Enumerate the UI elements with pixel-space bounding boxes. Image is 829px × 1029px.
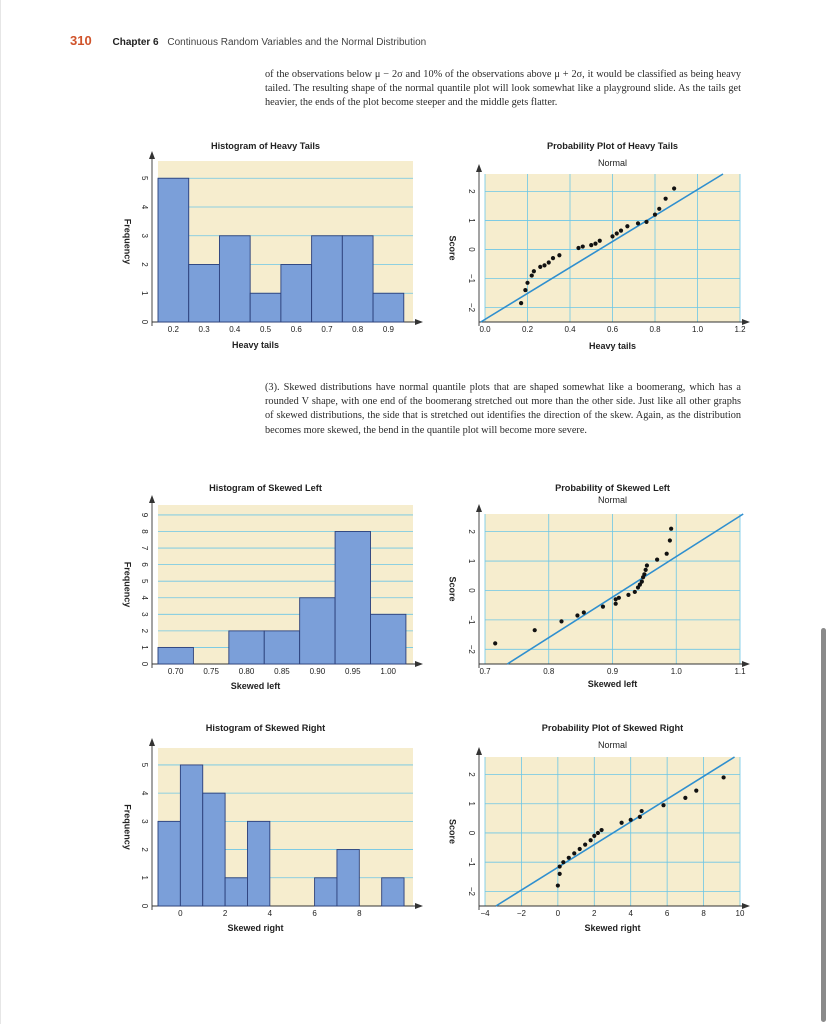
data-point: [633, 590, 637, 594]
chapter-label: Chapter 6: [112, 37, 159, 48]
data-point: [664, 197, 668, 201]
bar: [335, 532, 370, 665]
y-axis-label: Frequency: [122, 561, 133, 608]
y-tick-label: 4: [139, 204, 149, 210]
y-tick-label: 1: [466, 801, 476, 806]
chart-subtitle: Normal: [597, 740, 628, 750]
data-point: [626, 593, 630, 597]
x-tick-label: 8: [357, 909, 362, 918]
data-point: [661, 803, 665, 807]
data-point: [596, 831, 600, 835]
x-tick-label: −4: [480, 909, 490, 918]
data-point: [694, 788, 698, 792]
data-point: [567, 856, 571, 860]
data-point: [572, 851, 576, 855]
y-axis-label: Frequency: [122, 218, 133, 265]
x-axis-label: Heavy tails: [588, 341, 637, 351]
y-tick-label: 8: [139, 529, 149, 534]
y-tick-label: 0: [466, 247, 476, 252]
bar: [315, 878, 337, 906]
chart-subtitle: Normal: [597, 158, 628, 168]
x-tick-label: 0.6: [290, 325, 302, 334]
y-tick-label: 1: [139, 291, 149, 296]
chart-6: [448, 723, 750, 933]
y-axis-arrow: [476, 747, 482, 755]
chart-title: Histogram of Skewed Right: [205, 723, 326, 733]
data-point: [642, 572, 646, 576]
data-point: [668, 538, 672, 542]
x-axis-label: Skewed left: [230, 681, 281, 691]
y-tick-label: −1: [466, 615, 476, 625]
x-tick-label: 0.85: [274, 667, 290, 676]
skewed-paragraph: (3). Skewed distributions have normal quantile plots that are shaped somewhat like a boomerang, which has a rounded V shape, with one end of the boomerang stretched out more than the other side. Just like all other graphs of skewed distributions, the side that is stretched out identifies the direction of the skew. Again, as the distribution becomes more skewed, the bend in the quantile plot will become more severe.: [265, 382, 741, 436]
data-point: [575, 613, 579, 617]
y-tick-label: 7: [139, 545, 149, 551]
y-tick-label: 2: [139, 628, 149, 634]
x-axis-label: Skewed left: [587, 679, 638, 689]
x-tick-label: 1.2: [734, 325, 746, 334]
data-point: [640, 809, 644, 813]
data-point: [593, 242, 597, 246]
data-point: [533, 628, 537, 632]
y-tick-label: 1: [466, 218, 476, 223]
chart-title: Probability of Skewed Left: [555, 483, 670, 493]
data-point: [610, 234, 614, 238]
intro-paragraph: of the observations below μ − 2σ and 10% of the observations above μ + 2σ, it would be classified as being heavy tailed. The resulting shape of the normal quantile plot will look somewhat like a playground slide. As the tails get heavier, the ends of the plot become steeper and the middle gets flatter.: [265, 69, 741, 109]
data-point: [629, 818, 633, 822]
y-axis-label: Score: [447, 235, 458, 261]
data-point: [523, 288, 527, 292]
bar: [371, 614, 406, 664]
chart-title: Histogram of Heavy Tails: [210, 141, 321, 151]
data-point: [655, 557, 659, 561]
y-tick-label: 6: [139, 562, 149, 567]
bar: [158, 821, 180, 906]
x-axis-arrow: [415, 319, 423, 325]
bar: [312, 236, 343, 322]
chart-subtitle: Normal: [597, 495, 628, 505]
y-tick-label: 2: [466, 529, 476, 534]
y-tick-label: −2: [466, 886, 476, 896]
x-tick-label: 2: [222, 909, 228, 918]
data-point: [542, 263, 546, 267]
data-point: [645, 563, 649, 567]
x-tick-label: 0.90: [309, 667, 326, 676]
bar: [189, 265, 220, 323]
bar: [300, 598, 335, 664]
x-axis-label: Heavy tails: [231, 340, 280, 350]
y-tick-label: 4: [139, 790, 149, 796]
y-tick-label: 3: [139, 233, 149, 238]
bar: [158, 178, 189, 322]
data-point: [722, 775, 726, 779]
data-point: [538, 265, 542, 269]
y-tick-label: −2: [466, 644, 476, 654]
data-point: [601, 605, 605, 609]
x-tick-label: 0.70: [167, 667, 184, 676]
x-tick-label: 0.9: [382, 325, 394, 334]
data-point: [614, 602, 618, 606]
x-tick-label: 1.0: [670, 667, 682, 676]
data-point: [620, 821, 624, 825]
y-tick-label: 5: [139, 762, 149, 768]
x-tick-label: 0.80: [238, 667, 255, 676]
y-axis-arrow: [149, 151, 155, 159]
data-point: [644, 220, 648, 224]
bar: [219, 236, 250, 322]
y-tick-label: 5: [139, 578, 149, 584]
data-point: [530, 273, 534, 277]
x-tick-label: 0.3: [198, 325, 210, 334]
y-tick-label: −1: [466, 857, 476, 867]
data-point: [556, 883, 560, 887]
bar: [382, 878, 404, 906]
bar: [158, 647, 193, 664]
x-tick-label: 0.9: [606, 667, 619, 676]
bar: [281, 265, 312, 323]
x-tick-label: −2: [516, 909, 526, 918]
data-point: [578, 847, 582, 851]
x-tick-label: 0.6: [606, 325, 619, 334]
x-tick-label: 0.8: [543, 667, 555, 676]
y-tick-label: 0: [139, 319, 149, 325]
x-tick-label: 1.1: [734, 667, 746, 676]
y-tick-label: 2: [466, 772, 476, 777]
x-tick-label: 1.00: [380, 667, 396, 676]
data-point: [617, 596, 621, 600]
x-tick-label: 0.0: [479, 325, 491, 334]
chart-2: [448, 141, 750, 351]
x-tick-label: 0.7: [479, 667, 491, 676]
y-tick-label: 2: [139, 847, 149, 852]
data-point: [559, 619, 563, 623]
data-point: [581, 244, 585, 248]
x-tick-label: 0.95: [345, 667, 361, 676]
chart-5: [123, 723, 423, 933]
data-point: [683, 796, 687, 800]
plot-area: [485, 757, 740, 906]
y-axis-arrow: [149, 738, 155, 746]
bar: [180, 765, 202, 906]
data-point: [561, 860, 565, 864]
data-point: [589, 838, 593, 842]
data-point: [665, 552, 669, 556]
x-tick-label: 6: [664, 909, 670, 918]
x-tick-label: 1.0: [691, 325, 704, 334]
x-axis-label: Skewed right: [584, 923, 641, 933]
x-tick-label: 0.5: [259, 325, 272, 334]
chart-title: Histogram of Skewed Left: [209, 483, 322, 493]
y-axis-label: Score: [447, 818, 458, 845]
x-tick-label: 0.8: [649, 325, 661, 334]
y-axis-label: Score: [447, 576, 458, 602]
bar: [247, 821, 269, 906]
x-tick-label: 2: [592, 909, 597, 918]
data-point: [598, 239, 602, 243]
y-tick-label: 0: [139, 903, 149, 909]
data-point: [669, 527, 673, 531]
y-tick-label: 2: [466, 189, 476, 194]
data-point: [525, 281, 529, 285]
data-point: [583, 843, 587, 847]
y-tick-label: 9: [139, 512, 149, 518]
y-tick-label: 1: [139, 645, 149, 650]
data-point: [615, 231, 619, 235]
data-point: [589, 243, 593, 247]
x-axis-arrow: [415, 661, 423, 667]
x-tick-label: 0.4: [229, 325, 241, 334]
data-point: [558, 872, 562, 876]
bar: [337, 850, 359, 906]
data-point: [519, 301, 523, 305]
chart-3: [123, 483, 423, 691]
data-point: [640, 580, 644, 584]
data-point: [592, 834, 596, 838]
data-point: [672, 186, 676, 190]
bar: [342, 236, 373, 322]
data-point: [558, 864, 562, 868]
bar: [373, 293, 404, 322]
y-axis-label: Frequency: [122, 804, 133, 850]
x-tick-label: 4: [628, 909, 633, 918]
bar: [203, 793, 225, 906]
y-axis-arrow: [476, 504, 482, 512]
data-point: [625, 224, 629, 228]
bar: [264, 631, 299, 664]
y-tick-label: 3: [139, 612, 149, 617]
x-tick-label: 0.7: [321, 325, 333, 334]
bar: [250, 293, 281, 322]
y-tick-label: 2: [139, 262, 149, 267]
y-tick-label: 0: [139, 661, 149, 667]
y-tick-label: 0: [466, 830, 476, 836]
x-tick-label: 0: [555, 909, 561, 918]
chart-title: Probability Plot of Heavy Tails: [546, 141, 679, 151]
data-point: [557, 253, 561, 257]
y-axis-arrow: [149, 495, 155, 503]
data-point: [657, 207, 661, 211]
bar: [225, 878, 247, 906]
data-point: [636, 221, 640, 225]
x-tick-label: 4: [267, 909, 273, 918]
x-tick-label: 6: [312, 909, 317, 918]
y-tick-label: 1: [466, 558, 476, 564]
data-point: [547, 260, 551, 264]
data-point: [532, 269, 536, 273]
data-point: [653, 213, 657, 217]
y-tick-label: 4: [139, 595, 149, 600]
bar: [229, 631, 264, 664]
y-tick-label: −1: [466, 273, 476, 284]
chart-1: [123, 141, 423, 350]
x-tick-label: 0.8: [352, 325, 364, 334]
x-tick-label: 0: [178, 909, 183, 918]
x-tick-label: 0.2: [167, 325, 179, 334]
x-tick-label: 8: [701, 909, 706, 918]
chart-4: [448, 483, 750, 689]
data-point: [644, 568, 648, 572]
data-point: [582, 610, 586, 614]
y-tick-label: 3: [139, 819, 149, 824]
data-point: [638, 815, 642, 819]
x-axis-label: Skewed right: [227, 923, 284, 933]
x-axis-arrow: [415, 903, 423, 909]
chapter-title: Continuous Random Variables and the Normal Distribution: [167, 37, 427, 48]
data-point: [551, 256, 555, 260]
x-tick-label: 0.4: [564, 325, 576, 334]
data-point: [576, 246, 580, 250]
x-tick-label: 0.2: [521, 325, 534, 334]
chart-title: Probability Plot of Skewed Right: [541, 723, 684, 733]
y-tick-label: 5: [139, 176, 149, 181]
y-tick-label: 0: [466, 588, 476, 593]
page-number: 310: [70, 33, 92, 48]
data-point: [599, 828, 603, 832]
x-tick-label: 10: [735, 909, 745, 918]
y-axis-arrow: [476, 164, 482, 172]
y-tick-label: 1: [139, 875, 149, 881]
y-tick-label: −2: [466, 302, 476, 313]
data-point: [619, 228, 623, 232]
data-point: [493, 641, 497, 645]
x-tick-label: 0.75: [203, 667, 219, 676]
